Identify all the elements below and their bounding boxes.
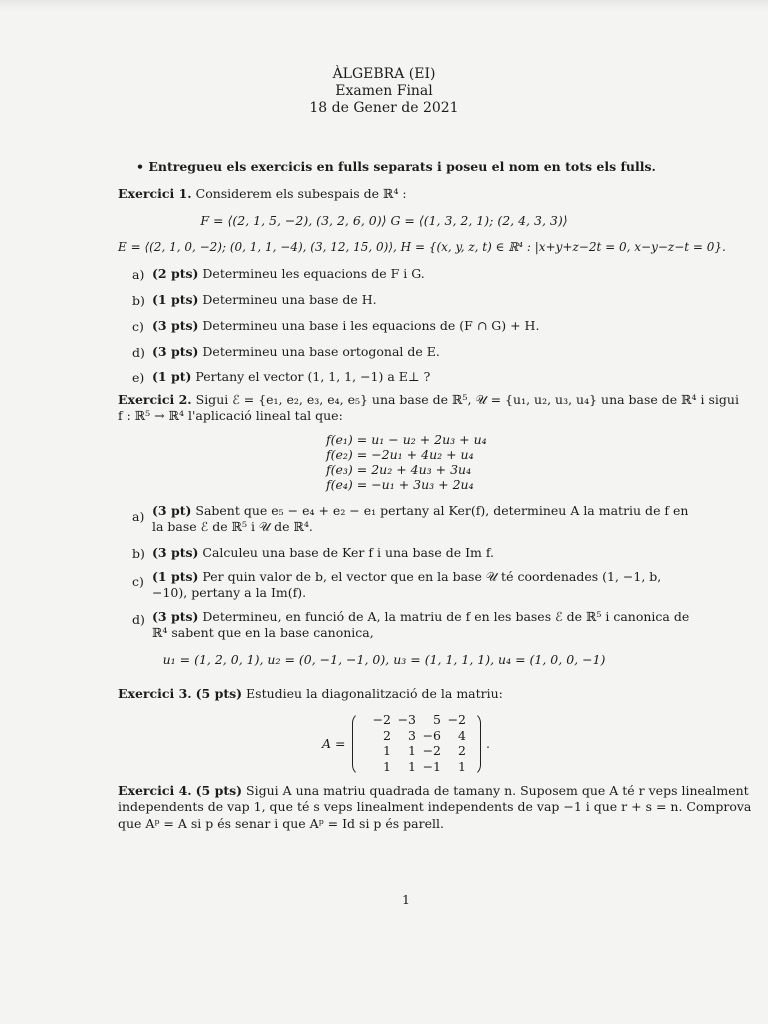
exercise-3-points: (5 pts): [195, 686, 243, 701]
equation-line: f(e₂) = −2u₁ + 4u₂ + u₄: [326, 447, 474, 462]
matrix-cell: 1: [383, 743, 391, 758]
exercise-3-heading: Exercici 3.: [118, 686, 192, 701]
exercise-3-text: Estudieu la diagonalització de la matriu:: [242, 686, 503, 701]
exam-page: ÀLGEBRA (EI) Examen Final 18 de Gener de 2021 • Entregueu els exercicis en fulls separats i poseu el nom en tots els fulls. Exercici 1. Considerem els subespais de ℝ⁴ : F = ⟨(2, 1, 5, −2), (3, 2, 6, 0)⟩ G = ⟨(1, 3, 2, 1); (2, 4, 3, 3)⟩ E = ⟨(2, 1, 0, −2); (0, 1, 1, −4), (3, 12, 15, 0)⟩, H = {(x, y, z, t) ∈ ℝ⁴ : |x+y+z−2t = 0, x−y−z−t = 0}. a) (2 pts) Determineu les equacions de F i G. b) (1 pts) Determineu una base de H. c) (3 pts) Determineu una base i les equacions de (F ∩ G) + H. d) (3 pts) Determineu una base ortogonal de E. e) (1 pt) Pertany el vector (1, 1, 1, −1) a E⊥ ? Exercici 2. Sigui ℰ = {e₁, e₂, e₃, e₄, e₅} una base de ℝ⁵, 𝒰 = {u₁, u₂, u₃, u₄} una base de ℝ⁴ i sigui f : ℝ⁵ → ℝ⁴ l'aplicació lineal tal que: f(e₁) = u₁ − u₂ + 2u₃ + u₄ f(e₂) = −2u₁ + 4u₂ + u₄ f(e₃) = 2u₂ + 4u₃ + 3u₄ f(e₄) = −u₁ + 3u₃ + 2u₄ a) (3 pt) Sabent que e₅ − e₄ + e₂ − e₁ pertany al Ker(f), determineu A la matriu de f en la base ℰ de ℝ⁵ i 𝒰 de ℝ⁴. b) (3 pts) Calculeu una base de Ker f i una base de Im f. c) (1 pts) Per quin valor de b, el vector que en la base 𝒰 té coordenades (1, −1, b, −10), pertany a la Im(f). d) (3 pts) Determineu, en funció de A, la matriu de f en les bases ℰ de ℝ⁵ i canonica de ℝ⁴ sabent que en la base canonica, u₁ = (1, 2, 0, 1), u₂ = (0, −1, −1, 0), u₃ = (1, 1, 1, 1), u₄ = (1, 0, 0, −1) Exercici 3. (5 pts) Estudieu la diagonalització de la matriu: A = −2 −3 5 −2 2 3 −6 4 1 1 −2 2 1 1 −1 1 . Exercici 4. (5 pts) Sigui A una matriu quadrada de tamany n. Suposem que A té r veps linealment independents de vap 1, que té s veps linealment independents de vap −1 i que r + s = n. Comprova que Aᵖ = A si p és senar i que Aᵖ = Id si p és parell. 1: [0, 0, 768, 1024]
course-title: ÀLGEBRA (EI): [332, 66, 436, 82]
exercise-2-intro-line2: f : ℝ⁵ → ℝ⁴ l'aplicació lineal tal que:: [118, 408, 343, 423]
exercise-1-subspaces-EH: E = ⟨(2, 1, 0, −2); (0, 1, 1, −4), (3, 12, 15, 0)⟩, H = {(x, y, z, t) ∈ ℝ⁴ : |x+y+z−2t = 0, x−y−z−t = 0}.: [118, 240, 726, 254]
exercise-2-intro-line1: Sigui ℰ = {e₁, e₂, e₃, e₄, e₅} una base de ℝ⁵, 𝒰 = {u₁, u₂, u₃, u₄} una base de ℝ⁴ i sigui: [195, 392, 739, 407]
exam-date: 18 de Gener de 2021: [309, 100, 459, 116]
matrix-label: A =: [322, 736, 346, 751]
scan-edge-shadow: [0, 0, 768, 10]
exercise-1-intro: [118, 186, 407, 201]
matrix-cell: −2: [372, 712, 391, 727]
exercise-2-u-vectors: u₁ = (1, 2, 0, 1), u₂ = (0, −1, −1, 0), u₃ = (1, 1, 1, 1), u₄ = (1, 0, 0, −1): [162, 652, 606, 667]
matrix-cell: 1: [458, 758, 466, 774]
exercise-2-equations: [326, 432, 487, 492]
matrix-cell: −2: [422, 743, 441, 758]
exam-header: [0, 66, 768, 117]
right-paren: [470, 712, 481, 776]
matrix-cell: 2: [458, 743, 466, 758]
left-paren: [352, 712, 363, 776]
matrix-grid: [368, 712, 468, 774]
matrix-cell: −1: [422, 758, 441, 774]
exercise-4-line3: que Aᵖ = A si p és senar i que Aᵖ = Id si p és parell.: [118, 816, 444, 831]
exercise-4-line1: [118, 783, 749, 798]
equation-line: f(e₁) = u₁ − u₂ + 2u₃ + u₄: [326, 432, 487, 447]
exercise-4-points: (5 pts): [195, 783, 243, 798]
page-number: 1: [402, 892, 410, 907]
matrix-cell: −6: [422, 727, 441, 743]
instruction-text: • Entregueu els exercicis en fulls separats i poseu el nom en tots els fulls.: [136, 159, 656, 174]
matrix-cell: 5: [433, 712, 441, 727]
matrix-cell: −2: [447, 712, 466, 727]
matrix-cell: 1: [383, 758, 391, 774]
matrix-cell: 4: [458, 727, 466, 743]
matrix-cell: 2: [383, 727, 391, 743]
exercise-4-line2: independents de vap 1, que té s veps linealment independents de vap −1 i que r + s = n. Comprova: [118, 799, 752, 814]
matrix-cell: 1: [408, 743, 416, 758]
exercise-4-heading: Exercici 4.: [118, 783, 192, 798]
matrix-cell: 1: [408, 758, 416, 774]
equation-line: f(e₃) = 2u₂ + 4u₃ + 3u₄: [326, 462, 472, 477]
exercise-2-heading: Exercici 2.: [118, 392, 192, 407]
exercise-3-intro: [118, 686, 503, 701]
equation-line: f(e₄) = −u₁ + 3u₃ + 2u₄: [326, 477, 474, 492]
exercise-1-intro-text: Considerem els subespais de ℝ⁴ :: [195, 186, 407, 201]
exam-type: Examen Final: [335, 83, 433, 99]
matrix-end-period: .: [486, 736, 490, 751]
exercise-2-intro: [118, 392, 739, 407]
matrix-cell: 3: [408, 727, 416, 743]
exercise-4-text-1: Sigui A una matriu quadrada de tamany n. Suposem que A té r veps linealment: [242, 783, 749, 798]
matrix-cell: −3: [397, 712, 416, 727]
exercise-1-heading: Exercici 1.: [118, 186, 192, 201]
exercise-1-subspaces-FG: F = ⟨(2, 1, 5, −2), (3, 2, 6, 0)⟩ G = ⟨(1, 3, 2, 1); (2, 4, 3, 3)⟩: [200, 213, 568, 228]
